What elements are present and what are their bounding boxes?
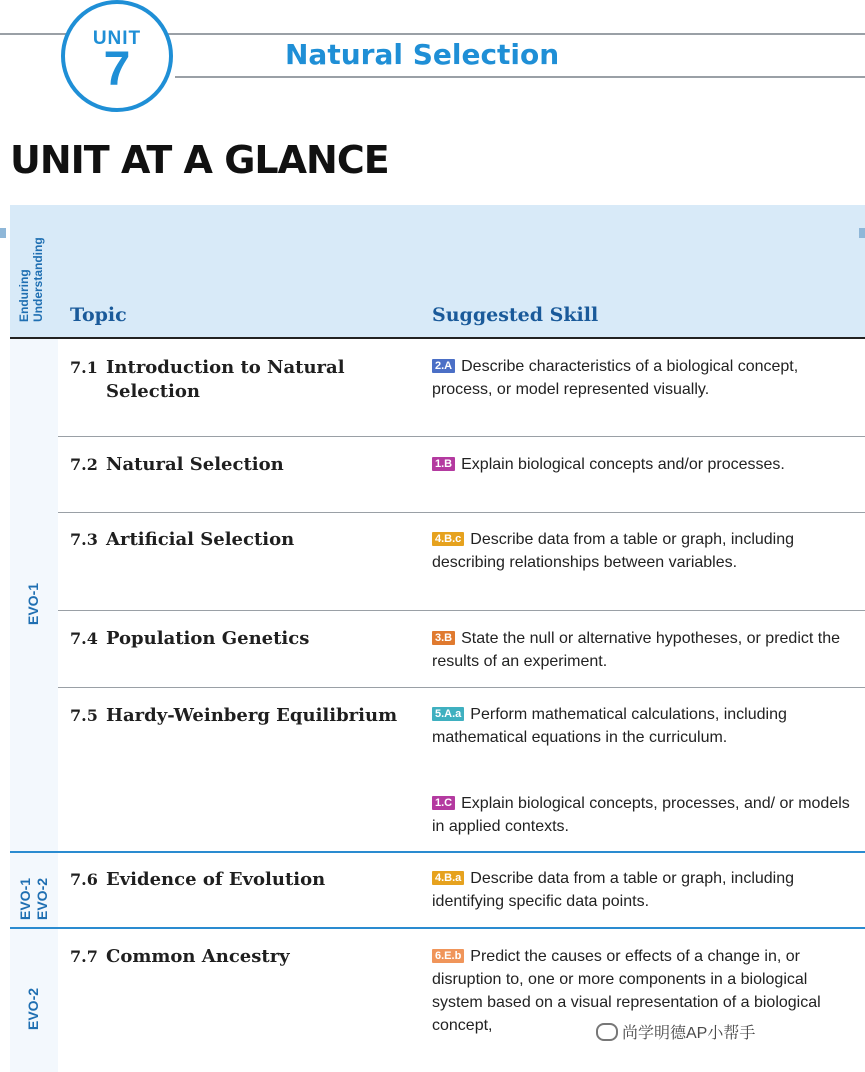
table-row-skill xyxy=(432,355,852,401)
table-row-skill xyxy=(432,627,852,673)
row-separator xyxy=(58,610,865,611)
topic-number: 7.7 xyxy=(70,947,98,966)
table-row-topic xyxy=(70,704,410,728)
table-row-topic xyxy=(70,868,410,892)
unit-title: Natural Selection xyxy=(285,38,560,71)
table-row-topic xyxy=(70,627,410,651)
skill-code-badge: 4.B.a xyxy=(432,871,464,885)
skill-code-badge: 3.B xyxy=(432,631,455,645)
header-rule-bottom xyxy=(175,76,865,78)
row-separator xyxy=(58,512,865,513)
table-row-skill xyxy=(432,528,852,574)
skill-text: Predict the causes or effects of a change in, or disruption to, one or more components in a biological system based on a visual representation of a biological concept, xyxy=(432,948,821,1034)
eu-label-evo1: EVO-1 xyxy=(25,582,41,625)
topic-title: Hardy-Weinberg Equilibrium xyxy=(106,705,398,726)
skill-text: Explain biological concepts and/or processes. xyxy=(461,456,785,473)
eu-label-evo2: EVO-2 xyxy=(25,987,41,1030)
skill-code-badge: 1.C xyxy=(432,796,455,810)
wechat-icon xyxy=(596,1023,618,1041)
group-divider xyxy=(10,851,865,853)
skill-code-badge: 1.B xyxy=(432,457,455,471)
topic-number: 7.6 xyxy=(70,870,98,889)
row-separator xyxy=(58,436,865,437)
eu-header-text: Enduring Understanding xyxy=(17,237,45,322)
skill-text: Describe data from a table or graph, including describing relationships between variables. xyxy=(432,531,795,571)
topic-header: Topic xyxy=(70,304,127,326)
topic-title: Artificial Selection xyxy=(106,529,295,550)
row-separator xyxy=(58,687,865,688)
table-row-skill xyxy=(432,792,852,838)
topic-title-cont: Selection xyxy=(106,381,200,402)
topic-number: 7.2 xyxy=(70,455,98,474)
topic-title: Introduction to Natural xyxy=(106,357,345,378)
watermark-text: 尚学明德AP小帮手 xyxy=(622,1025,756,1042)
topic-title: Evidence of Evolution xyxy=(106,869,326,890)
unit-badge xyxy=(61,0,173,112)
page-title: UNIT AT A GLANCE xyxy=(10,138,389,182)
edge-mark-right xyxy=(859,228,865,238)
enduring-understanding-header xyxy=(17,212,45,322)
group-divider xyxy=(10,927,865,929)
table-row-topic xyxy=(70,356,410,404)
topic-number: 7.3 xyxy=(70,530,98,549)
suggested-skill-header: Suggested Skill xyxy=(432,304,599,326)
header-border xyxy=(10,337,865,339)
topic-title: Natural Selection xyxy=(106,454,284,475)
skill-text: State the null or alternative hypotheses, or predict the results of an experiment. xyxy=(432,630,841,670)
skill-text: Describe data from a table or graph, including identifying specific data points. xyxy=(432,870,795,910)
eu-label-evo2-line2: EVO-2 xyxy=(34,877,50,920)
table-row-skill xyxy=(432,453,852,476)
table-row-topic xyxy=(70,528,410,552)
table-row-skill xyxy=(432,867,852,913)
watermark xyxy=(590,1018,761,1045)
table-row-topic xyxy=(70,453,410,477)
topic-title: Population Genetics xyxy=(106,628,310,649)
topic-title: Common Ancestry xyxy=(106,946,290,967)
topic-number: 7.4 xyxy=(70,629,98,648)
table-row-skill xyxy=(432,703,852,749)
skill-code-badge: 6.E.b xyxy=(432,949,464,963)
unit-number: 7 xyxy=(103,43,131,96)
table-row-topic xyxy=(70,945,410,969)
eu-label-evo1-line1: EVO-1 xyxy=(17,877,33,920)
unit-word: UNIT xyxy=(92,28,142,49)
skill-code-badge: 2.A xyxy=(432,359,455,373)
skill-text: Explain biological concepts, processes, and/ or models in applied contexts. xyxy=(432,795,850,835)
skill-code-badge: 5.A.a xyxy=(432,707,464,721)
topic-number: 7.5 xyxy=(70,706,98,725)
topic-number: 7.1 xyxy=(70,358,98,377)
edge-mark-left xyxy=(0,228,6,238)
skill-code-badge: 4.B.c xyxy=(432,532,464,546)
skill-text: Perform mathematical calculations, including mathematical equations in the curriculum. xyxy=(432,706,787,746)
skill-text: Describe characteristics of a biological concept, process, or model represented visually. xyxy=(432,358,799,398)
